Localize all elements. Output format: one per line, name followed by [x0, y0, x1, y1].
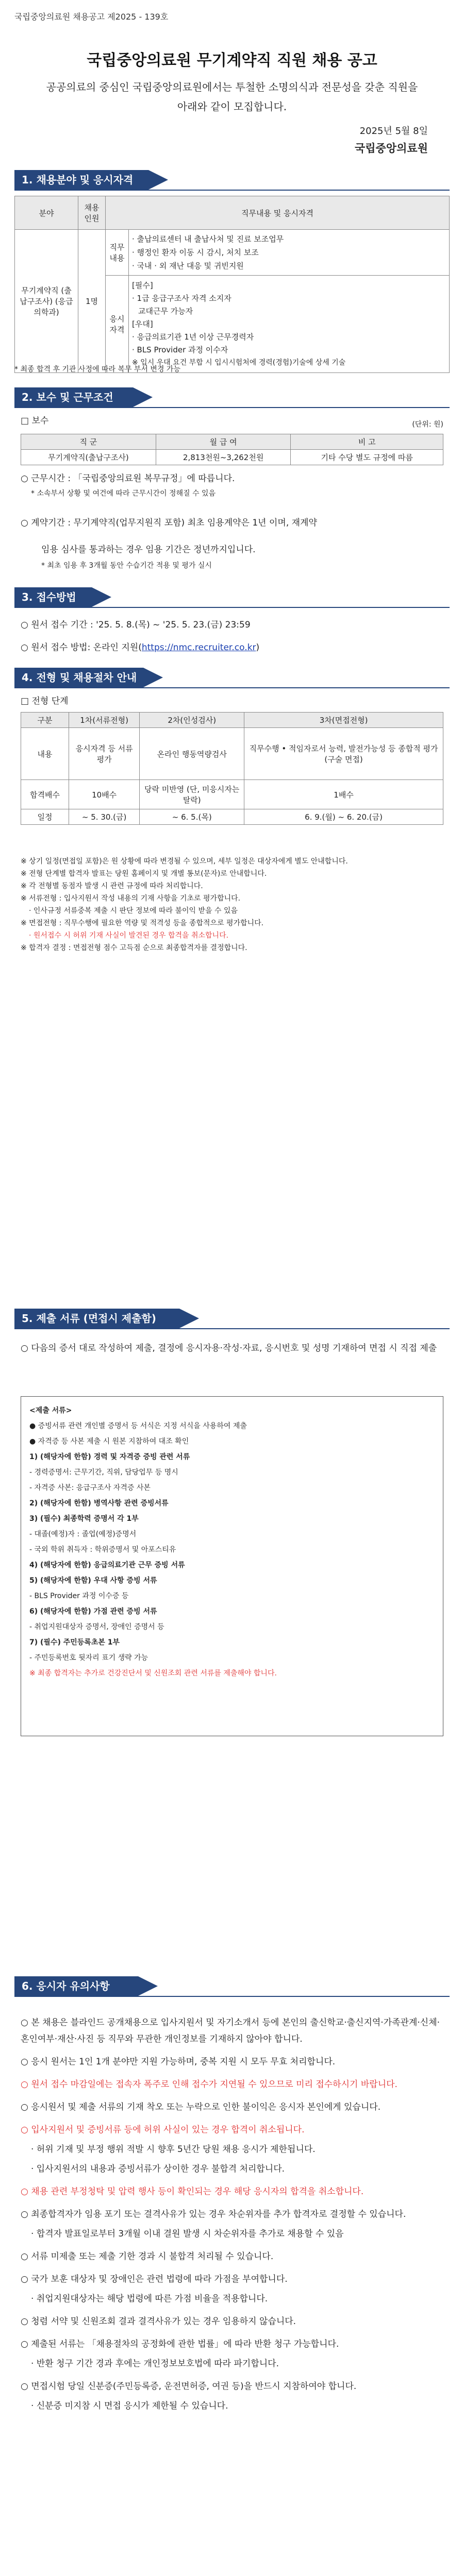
contract-period-cont: 임용 심사를 통과하는 경우 임용 기간은 정년까지입니다.	[41, 545, 256, 555]
documents-line: 4) (해당자에 한함) 응급의료기관 근무 증빙 서류	[29, 1561, 185, 1569]
qual-line: ※ 입시 우대 요건 부합 시 입시시험처에 경력(경험)기술에 상세 기술	[132, 359, 346, 367]
heading-arrow-icon	[92, 587, 111, 607]
section5-heading	[14, 1309, 179, 1328]
qual-line: [필수]	[132, 281, 153, 290]
process-cell: 온라인 행동역량검사	[140, 728, 244, 780]
process-cell: 합격배수	[21, 780, 69, 809]
duty-line: · 행정인 환자 이동 시 감시, 처치 보조	[132, 248, 259, 257]
caution-item: ○ 국가 보훈 대상자 및 장애인은 관련 법령에 따라 가점을 부여합니다.	[21, 2274, 288, 2284]
caution-item: ○ 서류 미제출 또는 제출 기한 경과 시 불합격 처리될 수 있습니다.	[21, 2251, 274, 2262]
pay-th: 월 급 여	[156, 434, 291, 450]
notice-date: 2025년 5월 8일	[359, 126, 428, 137]
stage-item: □ 전형 단계	[21, 696, 69, 706]
field-cell: 무기계약직 (출납구조사) (응급의학과)	[15, 230, 78, 373]
notice-intro: 공공의료의 중심인 국립중앙의료원에서는 투철한 소명의식과 전문성을 갖춘 직원을 아래와 같이 모집합니다.	[46, 81, 418, 113]
documents-line: - 취업지원대상자 증명서, 장애인 증명서 등	[29, 1623, 164, 1631]
section6-heading	[14, 1976, 138, 1996]
recruitment-table	[14, 196, 450, 373]
process-th: 구분	[21, 713, 69, 728]
caution-item: ○ 최종합격자가 임용 포기 또는 결격사유가 있는 경우 차순위자를 추가 합격자로 결정할 수 있습니다.	[21, 2209, 406, 2219]
section3-heading	[14, 587, 92, 607]
pay-th: 비 고	[291, 434, 443, 450]
process-note: ※ 합격자 결정 : 면접전형 점수 고득점 순으로 최종합격자를 결정합니다.	[21, 944, 247, 952]
duty-label: 직무내용	[106, 230, 129, 276]
process-cell: 10배수	[69, 780, 140, 809]
caution-item: · 신분증 미지참 시 면접 응시가 제한될 수 있습니다.	[31, 2401, 228, 2411]
method-prefix: ○ 원서 접수 방법: 온라인 지원(	[21, 642, 142, 653]
documents-line: - 대졸(예정)자 : 졸업(예정)증명서	[29, 1530, 137, 1538]
contract-period: ○ 계약기간 : 무기계약직(업무지원직 포함) 최초 임용계약은 1년 이며, 재계약	[21, 518, 317, 528]
duty-line: · 출납의료센터 내 출납사처 및 진료 보조업무	[132, 234, 284, 244]
pay-th: 직 군	[21, 434, 156, 450]
process-note: ※ 상기 일정(면접일 포함)은 원 상황에 따라 변경될 수 있으며, 세부 일정은 대상자에게 별도 안내합니다.	[21, 857, 348, 866]
qual-line: · 응급의료기관 1년 이상 근무경력자	[132, 332, 254, 342]
process-table	[21, 712, 443, 825]
method-suffix: )	[256, 642, 260, 653]
process-note: ※ 면접전형 : 직무수행에 필요한 역량 및 적격성 등을 종합적으로 평가합니다.	[21, 919, 264, 927]
process-cell: 직무수행 • 적임자로서 능력, 발전가능성 등 종합적 평가 (구술 면접)	[244, 728, 443, 780]
recruit-site-link[interactable]: https://nmc.recruiter.co.kr	[141, 642, 256, 653]
work-hours: ○ 근무시간 : 「국립중앙의료원 복무규정」에 따릅니다.	[21, 473, 235, 484]
section4-heading-text: 4. 전형 및 채용절차 안내	[22, 671, 137, 684]
cautions-list	[21, 2014, 443, 2414]
caution-item: · 입사지원서의 내용과 증빙서류가 상이한 경우 불합격 처리합니다.	[31, 2164, 285, 2174]
th-field: 분야	[15, 196, 78, 230]
process-note: ※ 전형 단계별 합격자 발표는 당원 홈페이지 및 개별 통보(문자)로 안내합니다.	[21, 870, 267, 878]
documents-line: - 경력증명서: 근무기간, 직위, 담당업무 등 명시	[29, 1468, 178, 1477]
pay-table	[21, 434, 443, 465]
process-notes	[21, 855, 443, 954]
heading-arrow-icon	[133, 387, 153, 407]
caution-item: · 취업지원대상자는 해당 법령에 따른 가점 비율을 적용합니다.	[31, 2294, 268, 2304]
caution-item: · 허위 기재 및 부정 행위 적발 시 향후 5년간 당원 채용 응시가 제한됩니다.	[31, 2144, 316, 2155]
documents-line: - BLS Provider 과정 이수증 등	[29, 1592, 129, 1600]
section2-heading	[14, 387, 133, 407]
process-note: ※ 서류전형 : 입사지원서 작성 내용의 기재 사항을 기초로 평가합니다.	[21, 894, 241, 903]
work-hours-note: * 소속부서 상황 및 여건에 따라 근무시간이 정해질 수 있음	[31, 489, 216, 498]
caution-item: ○ 채용 관련 부정청탁 및 압력 행사 등이 확인되는 경우 해당 응시자의 합격을 취소합니다.	[21, 2187, 364, 2197]
notice-title: 국립중앙의료원 무기계약직 직원 채용 공고	[87, 52, 377, 70]
section-divider	[14, 687, 450, 688]
qual-cell	[129, 276, 450, 373]
duty-line: · 국내 · 외 재난 대응 및 귀빈지원	[132, 261, 244, 270]
caution-item: ○ 제출된 서류는 「채용절차의 공정화에 관한 법률」에 따라 반환 청구 가능합니다.	[21, 2339, 339, 2349]
section1-heading-text: 1. 채용분야 및 응시자격	[22, 174, 134, 186]
process-cell: 내용	[21, 728, 69, 780]
section1-footnote: * 최종 합격 후 기관 사정에 따라 복무 부서 변경 가능	[14, 365, 180, 374]
documents-line: 3) (필수) 최종학력 증명서 각 1부	[29, 1515, 139, 1523]
section-divider	[14, 607, 450, 608]
caution-item: · 합격자 발표일로부터 3개월 이내 결원 발생 시 차순위자를 추가로 채용할 수 있음	[31, 2229, 344, 2239]
process-th: 3차(면접전형)	[244, 713, 443, 728]
application-period: ○ 원서 접수 기간 : '25. 5. 8.(목) ~ '25. 5. 23.(금) 23:59	[21, 620, 251, 630]
documents-line: 5) (해당자에 한함) 우대 사항 증빙 서류	[29, 1577, 157, 1585]
documents-box-title: <제출 서류>	[29, 1406, 72, 1415]
pay-item: □ 보수	[21, 416, 49, 426]
pay-cell: 무기계약직(출납구조사)	[21, 450, 156, 465]
process-cell: 1배수	[244, 780, 443, 809]
heading-arrow-icon	[179, 1309, 199, 1328]
qual-line: [우대]	[132, 319, 153, 329]
documents-line: 7) (필수) 주민등록초본 1부	[29, 1638, 120, 1647]
caution-item: ○ 입사지원서 및 증빙서류 등에 허위 사실이 있는 경우 합격이 취소됩니다.	[21, 2125, 305, 2135]
documents-line: ● 자격증 등 사본 제출 시 원본 지참하여 대조 확인	[29, 1437, 189, 1446]
section-divider	[14, 1328, 450, 1329]
documents-line: 6) (해당자에 한함) 가점 관련 증빙 서류	[29, 1607, 157, 1616]
duty-cell	[129, 230, 450, 276]
documents-line: 1) (해당자에 한함) 경력 및 자격증 증빙 관련 서류	[29, 1453, 190, 1461]
section-divider	[14, 1996, 450, 1997]
process-th: 2차(인성검사)	[140, 713, 244, 728]
notice-org: 국립중앙의료원	[354, 142, 428, 155]
section-divider	[14, 407, 450, 408]
heading-arrow-icon	[148, 170, 168, 190]
documents-line: 2) (해당자에 한함) 병역사항 관련 증빙서류	[29, 1499, 169, 1507]
documents-box	[21, 1396, 443, 1736]
process-cell: 일정	[21, 809, 69, 825]
pay-unit: (단위: 원)	[412, 420, 443, 429]
section-divider	[14, 190, 450, 191]
section5-intro: ○ 다음의 증서 대로 작성하여 제출, 결정에 응시자용·작성·자료, 응시번호 및 성명 기재하여 면접 시 직접 제출	[21, 1343, 437, 1353]
count-cell: 1명	[78, 230, 106, 373]
section3-heading-text: 3. 접수방법	[22, 591, 76, 603]
section2-heading-text: 2. 보수 및 근무조건	[22, 391, 113, 403]
caution-item: ○ 청렴 서약 및 신원조회 결과 결격사유가 있는 경우 임용하지 않습니다.	[21, 2316, 296, 2327]
section6-heading-text: 6. 응시자 유의사항	[22, 1980, 110, 1992]
qual-line: · BLS Provider 과정 이수자	[132, 345, 228, 354]
th-desc: 직무내용 및 응시자격	[106, 196, 450, 230]
section4-heading	[14, 668, 143, 687]
process-th: 1차(서류전형)	[69, 713, 140, 728]
contract-note: * 최초 임용 후 3개월 동안 수습기간 적용 및 평가 실시	[41, 562, 212, 570]
caution-item: ○ 응시 원서는 1인 1개 분야만 지원 가능하며, 중복 지원 시 모두 무효 처리합니다.	[21, 2057, 336, 2067]
process-cell: 응시자격 등 서류 평가	[69, 728, 140, 780]
qual-line: · 1급 응급구조사 자격 소지자	[132, 294, 231, 303]
documents-line: - 자격증 사본: 응급구조사 자격증 사본	[29, 1484, 151, 1492]
pay-cell: 기타 수당 별도 규정에 따름	[291, 450, 443, 465]
caution-item: ○ 원서 접수 마감일에는 접속자 폭주로 인해 접수가 지연될 수 있으므로 미리 접수하시기 바랍니다.	[21, 2079, 397, 2090]
documents-line: ● 증빙서류 관련 개인별 증명서 등 서식은 지정 서식을 사용하여 제출	[29, 1422, 247, 1430]
caution-item: ○ 면접시험 당일 신분증(주민등록증, 운전면허증, 여권 등)을 반드시 지참하여야 합니다.	[21, 2381, 357, 2392]
process-cell: ~ 5. 30.(금)	[69, 809, 140, 825]
application-method	[21, 639, 259, 656]
process-cell: 6. 9.(월) ~ 6. 20.(금)	[244, 809, 443, 825]
section1-heading	[14, 170, 148, 190]
documents-line: - 주민등록번호 뒷자리 표기 생략 가능	[29, 1654, 148, 1662]
section5-heading-text: 5. 제출 서류 (면접시 제출함)	[22, 1312, 156, 1325]
notice-number: 국립중앙의료원 채용공고 제2025 - 139호	[14, 12, 169, 22]
documents-line: ※ 최종 합격자는 추가로 건강진단서 및 신원조회 관련 서류를 제출해야 합니다.	[29, 1669, 277, 1677]
documents-line: - 국외 학위 취득자 : 학위증명서 및 아포스티유	[29, 1546, 176, 1554]
process-note: · 원서접수 시 허위 기재 사실이 발견된 경우 합격을 취소합니다.	[29, 931, 229, 940]
process-note: · 인사규정 서류중복 제출 시 판단 정보에 따라 불이익 받을 수 있음	[29, 907, 238, 915]
heading-arrow-icon	[143, 668, 163, 687]
th-count: 채용인원	[78, 196, 106, 230]
caution-item: · 반환 청구 기간 경과 후에는 개인정보보호법에 따라 파기합니다.	[31, 2359, 279, 2369]
process-note: ※ 각 전형별 동점자 발생 시 관련 규정에 따라 처리합니다.	[21, 882, 203, 890]
caution-item: ○ 응시원서 및 제출 서류의 기재 착오 또는 누락으로 인한 불이익은 응시자 본인에게 있습니다.	[21, 2102, 381, 2112]
process-cell: 당락 미반영 (단, 미응시자는 탈락)	[140, 780, 244, 809]
heading-arrow-icon	[138, 1976, 158, 1996]
caution-item: ○ 본 채용은 블라인드 공개채용으로 입사지원서 및 자기소개서 등에 본인의 출신학교·출신지역·가족관계·신체·혼인여부·재산·사진 등 직무와 무관한 개인정보를 기재하지 않아야 합니다.	[21, 2018, 440, 2044]
process-cell: ~ 6. 5.(목)	[140, 809, 244, 825]
qual-line: 교대근무 가능자	[138, 307, 193, 316]
pay-cell: 2,813천원~3,262천원	[156, 450, 291, 465]
qual-label: 응시자격	[106, 276, 129, 373]
